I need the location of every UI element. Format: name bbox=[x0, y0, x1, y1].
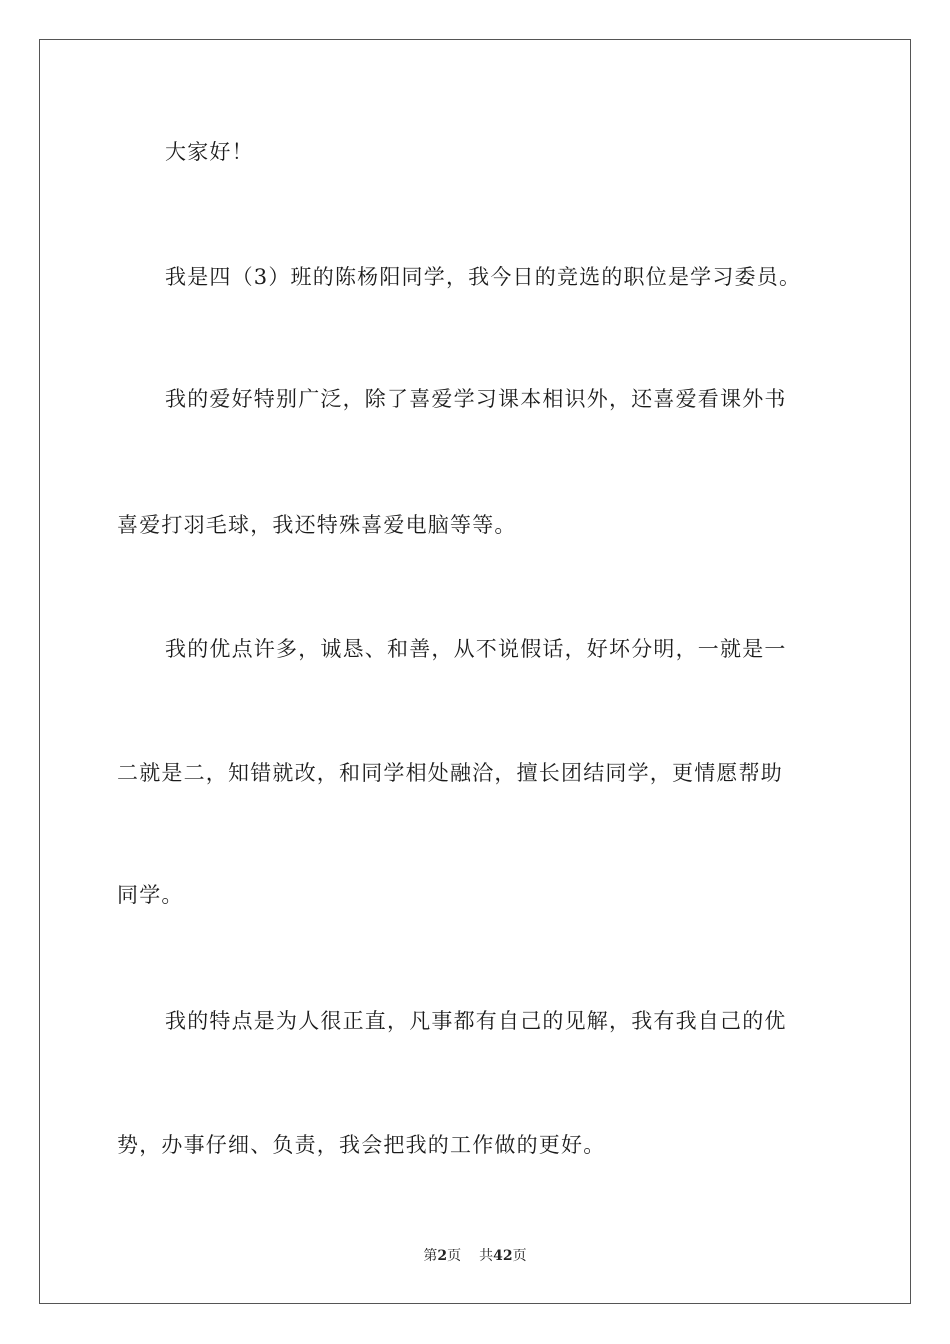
paragraph-3-line-1: 我的优点许多，诚恳、和善，从不说假话，好坏分明，一就是一 bbox=[165, 637, 787, 661]
footer-total-prefix: 共 bbox=[479, 1248, 494, 1264]
footer-total-suffix: 页 bbox=[512, 1248, 527, 1264]
footer-page-suffix: 页 bbox=[447, 1248, 462, 1264]
page-footer bbox=[0, 1246, 950, 1266]
paragraph-3-line-3: 同学。 bbox=[117, 883, 184, 907]
footer-page-number: 2 bbox=[437, 1248, 448, 1264]
paragraph-4-line-1: 我的特点是为人很正直，凡事都有自己的见解，我有我自己的优 bbox=[165, 1009, 787, 1033]
paragraph-3-line-2: 二就是二，知错就改，和同学相处融洽，擅长团结同学，更情愿帮助 bbox=[117, 761, 783, 785]
paragraph-2-line-1: 我的爱好特别广泛，除了喜爱学习课本相识外，还喜爱看课外书 bbox=[165, 387, 787, 411]
footer-page-prefix: 第 bbox=[423, 1248, 438, 1264]
footer-total-pages: 42 bbox=[493, 1248, 513, 1264]
paragraph-1-line-1: 我是四（3）班的陈杨阳同学，我今日的竞选的职位是学习委员。 bbox=[165, 265, 802, 289]
paragraph-4-line-2: 势，办事仔细、负责，我会把我的工作做的更好。 bbox=[117, 1133, 606, 1157]
page-border bbox=[39, 39, 911, 1304]
greeting-line: 大家好！ bbox=[165, 140, 254, 164]
paragraph-2-line-2: 喜爱打羽毛球，我还特殊喜爱电脑等等。 bbox=[117, 513, 517, 537]
